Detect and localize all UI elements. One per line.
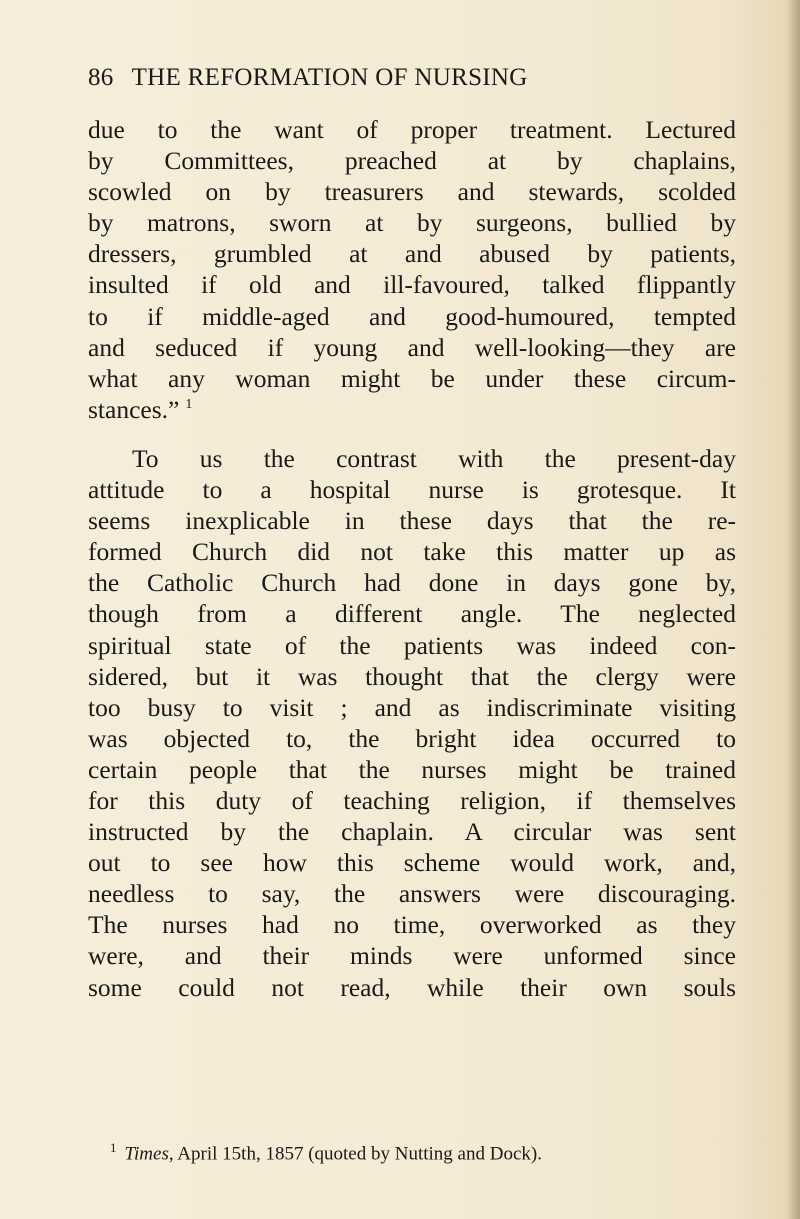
paragraph-gap [88, 425, 736, 443]
text-line: To us the contrast with the present-day [132, 443, 736, 473]
text-line: though from a different angle. The neglected [88, 599, 736, 629]
text-line: to if middle-aged and good-humoured, tempted [88, 301, 736, 331]
body-text [88, 114, 736, 1003]
text-line: instructed by the chaplain. A circular was sent [88, 817, 736, 847]
page-edge-shadow [786, 0, 800, 1219]
text-line: spiritual state of the patients was indeed con- [88, 630, 736, 660]
text-line [88, 394, 736, 425]
running-header [88, 64, 728, 92]
text-line: certain people that the nurses might be trained [88, 754, 736, 784]
running-title: THE REFORMATION OF NURSING [131, 64, 528, 91]
text-line: were, and their minds were unformed since [88, 941, 736, 971]
text-line: formed Church did not take this matter up as [88, 537, 736, 567]
text-line: for this duty of teaching religion, if themselves [88, 785, 736, 815]
footnote-reference: 1 [185, 397, 193, 413]
text-line: was objected to, the bright idea occurred to [88, 723, 736, 753]
text-line: by Committees, preached at by chaplains, [88, 146, 736, 176]
page-number: 86 [88, 64, 114, 91]
footnote-source: Times [124, 1143, 169, 1165]
footnote-text: , April 15th, 1857 (quoted by Nutting and Dock). [168, 1143, 542, 1165]
text-line: needless to say, the answers were discouraging. [88, 879, 736, 909]
footnote-marker: 1 [110, 1140, 117, 1155]
footnote [88, 1140, 760, 1165]
text-line: The nurses had no time, overworked as they [88, 910, 736, 940]
text-line: too busy to visit ; and as indiscriminate visiting [88, 692, 736, 722]
text-line: attitude to a hospital nurse is grotesque. It [88, 475, 736, 505]
text-line: by matrons, sworn at by surgeons, bullied by [88, 208, 736, 238]
text-line: scowled on by treasurers and stewards, scolded [88, 177, 736, 207]
text-line: sidered, but it was thought that the clergy were [88, 661, 736, 691]
text-line: and seduced if young and well-looking—they are [88, 332, 736, 362]
text-line: seems inexplicable in these days that the re- [88, 506, 736, 536]
text-line: insulted if old and ill-favoured, talked flippantly [88, 270, 736, 300]
text-line-content: stances.” [88, 394, 180, 424]
text-line: dressers, grumbled at and abused by patients, [88, 239, 736, 269]
text-line: the Catholic Church had done in days gone by, [88, 568, 736, 598]
text-line: due to the want of proper treatment. Lectured [88, 115, 736, 144]
text-line: some could not read, while their own souls [88, 972, 736, 1002]
text-line: what any woman might be under these circum- [88, 363, 736, 393]
text-line: out to see how this scheme would work, and, [88, 848, 736, 878]
